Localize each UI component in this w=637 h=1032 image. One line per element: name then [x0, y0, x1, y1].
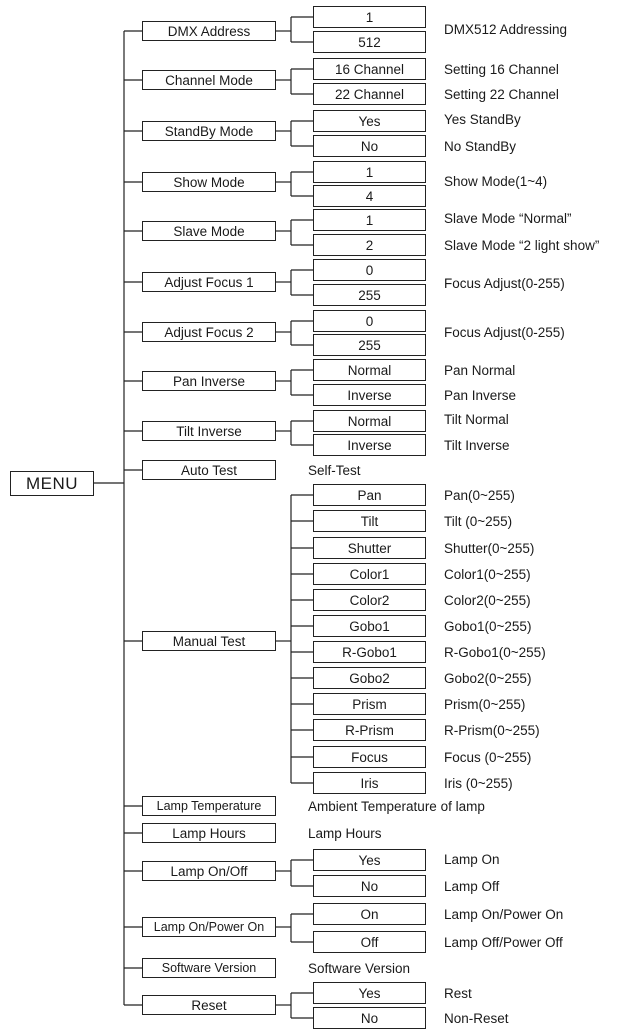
menu-item-show-mode[interactable]: Show Mode — [142, 172, 276, 192]
option-tilt-inverse-inverse[interactable]: Inverse — [313, 434, 426, 456]
description-manual-test-9: R-Prism(0~255) — [444, 722, 540, 738]
menu-item-tilt-inverse[interactable]: Tilt Inverse — [142, 421, 276, 441]
option-lamp-on-power-on-off[interactable]: Off — [313, 931, 426, 953]
menu-item-dmx-address[interactable]: DMX Address — [142, 21, 276, 41]
option-standby-mode-yes[interactable]: Yes — [313, 110, 426, 132]
description-manual-test-10: Focus (0~255) — [444, 749, 532, 765]
option-manual-test-iris[interactable]: Iris — [313, 772, 426, 794]
description-manual-test-5: Gobo1(0~255) — [444, 618, 532, 634]
option-channel-mode-22-channel[interactable]: 22 Channel — [313, 83, 426, 105]
menu-item-software-version[interactable]: Software Version — [142, 958, 276, 978]
description-lamp-hours: Lamp Hours — [308, 825, 382, 841]
description-manual-test-3: Color1(0~255) — [444, 566, 531, 582]
option-tilt-inverse-normal[interactable]: Normal — [313, 410, 426, 432]
option-adjust-focus-2-255[interactable]: 255 — [313, 334, 426, 356]
description-tilt-inverse-0: Tilt Normal — [444, 411, 509, 427]
description-auto-test: Self-Test — [308, 462, 361, 478]
option-pan-inverse-inverse[interactable]: Inverse — [313, 384, 426, 406]
description-dmx-address: DMX512 Addressing — [444, 21, 568, 37]
description-lamp-temperature: Ambient Temperature of lamp — [308, 798, 485, 814]
description-channel-mode-0: Setting 16 Channel — [444, 61, 559, 77]
description-reset-1: Non-Reset — [444, 1010, 509, 1026]
option-manual-test-pan[interactable]: Pan — [313, 484, 426, 506]
option-manual-test-r-prism[interactable]: R-Prism — [313, 719, 426, 741]
description-manual-test-6: R-Gobo1(0~255) — [444, 644, 546, 660]
menu-item-lamp-hours[interactable]: Lamp Hours — [142, 823, 276, 843]
option-adjust-focus-2-0[interactable]: 0 — [313, 310, 426, 332]
menu-item-lamp-on-power-on[interactable]: Lamp On/Power On — [142, 917, 276, 937]
description-manual-test-7: Gobo2(0~255) — [444, 670, 532, 686]
menu-root-box[interactable]: MENU — [10, 471, 94, 496]
menu-item-lamp-on-off[interactable]: Lamp On/Off — [142, 861, 276, 881]
option-manual-test-shutter[interactable]: Shutter — [313, 537, 426, 559]
description-manual-test-4: Color2(0~255) — [444, 592, 531, 608]
option-manual-test-r-gobo1[interactable]: R-Gobo1 — [313, 641, 426, 663]
option-manual-test-gobo1[interactable]: Gobo1 — [313, 615, 426, 637]
option-lamp-on-off-no[interactable]: No — [313, 875, 426, 897]
option-manual-test-tilt[interactable]: Tilt — [313, 510, 426, 532]
option-lamp-on-off-yes[interactable]: Yes — [313, 849, 426, 871]
option-dmx-address-512[interactable]: 512 — [313, 31, 426, 53]
option-slave-mode-2[interactable]: 2 — [313, 234, 426, 256]
menu-item-manual-test[interactable]: Manual Test — [142, 631, 276, 651]
option-adjust-focus-1-0[interactable]: 0 — [313, 259, 426, 281]
description-lamp-on-off-0: Lamp On — [444, 851, 500, 867]
description-slave-mode-1: Slave Mode “2 light show” — [444, 237, 600, 253]
description-manual-test-2: Shutter(0~255) — [444, 540, 535, 556]
description-manual-test-0: Pan(0~255) — [444, 487, 515, 503]
description-manual-test-11: Iris (0~255) — [444, 775, 513, 791]
description-adjust-focus-1: Focus Adjust(0-255) — [444, 275, 565, 291]
description-manual-test-8: Prism(0~255) — [444, 696, 526, 712]
option-reset-no[interactable]: No — [313, 1007, 426, 1029]
option-manual-test-color2[interactable]: Color2 — [313, 589, 426, 611]
description-reset-0: Rest — [444, 985, 472, 1001]
option-manual-test-focus[interactable]: Focus — [313, 746, 426, 768]
menu-item-pan-inverse[interactable]: Pan Inverse — [142, 371, 276, 391]
description-lamp-on-power-on-1: Lamp Off/Power Off — [444, 934, 563, 950]
description-channel-mode-1: Setting 22 Channel — [444, 86, 559, 102]
description-manual-test-1: Tilt (0~255) — [444, 513, 513, 529]
description-show-mode: Show Mode(1~4) — [444, 173, 548, 189]
menu-item-standby-mode[interactable]: StandBy Mode — [142, 121, 276, 141]
option-slave-mode-1[interactable]: 1 — [313, 209, 426, 231]
option-channel-mode-16-channel[interactable]: 16 Channel — [313, 58, 426, 80]
description-standby-mode-1: No StandBy — [444, 138, 517, 154]
option-show-mode-1[interactable]: 1 — [313, 161, 426, 183]
description-tilt-inverse-1: Tilt Inverse — [444, 437, 510, 453]
option-dmx-address-1[interactable]: 1 — [313, 6, 426, 28]
option-show-mode-4[interactable]: 4 — [313, 185, 426, 207]
menu-item-slave-mode[interactable]: Slave Mode — [142, 221, 276, 241]
menu-item-adjust-focus-1[interactable]: Adjust Focus 1 — [142, 272, 276, 292]
menu-item-adjust-focus-2[interactable]: Adjust Focus 2 — [142, 322, 276, 342]
option-standby-mode-no[interactable]: No — [313, 135, 426, 157]
option-manual-test-color1[interactable]: Color1 — [313, 563, 426, 585]
option-manual-test-gobo2[interactable]: Gobo2 — [313, 667, 426, 689]
description-software-version: Software Version — [308, 960, 411, 976]
option-adjust-focus-1-255[interactable]: 255 — [313, 284, 426, 306]
option-reset-yes[interactable]: Yes — [313, 982, 426, 1004]
menu-item-reset[interactable]: Reset — [142, 995, 276, 1015]
description-adjust-focus-2: Focus Adjust(0-255) — [444, 324, 565, 340]
menu-item-channel-mode[interactable]: Channel Mode — [142, 70, 276, 90]
description-pan-inverse-0: Pan Normal — [444, 362, 516, 378]
menu-item-lamp-temperature[interactable]: Lamp Temperature — [142, 796, 276, 816]
option-manual-test-prism[interactable]: Prism — [313, 693, 426, 715]
description-lamp-on-off-1: Lamp Off — [444, 878, 500, 894]
description-standby-mode-0: Yes StandBy — [444, 111, 521, 127]
description-pan-inverse-1: Pan Inverse — [444, 387, 517, 403]
description-slave-mode-0: Slave Mode “Normal” — [444, 210, 572, 226]
menu-item-auto-test[interactable]: Auto Test — [142, 460, 276, 480]
option-lamp-on-power-on-on[interactable]: On — [313, 903, 426, 925]
description-lamp-on-power-on-0: Lamp On/Power On — [444, 906, 564, 922]
option-pan-inverse-normal[interactable]: Normal — [313, 359, 426, 381]
